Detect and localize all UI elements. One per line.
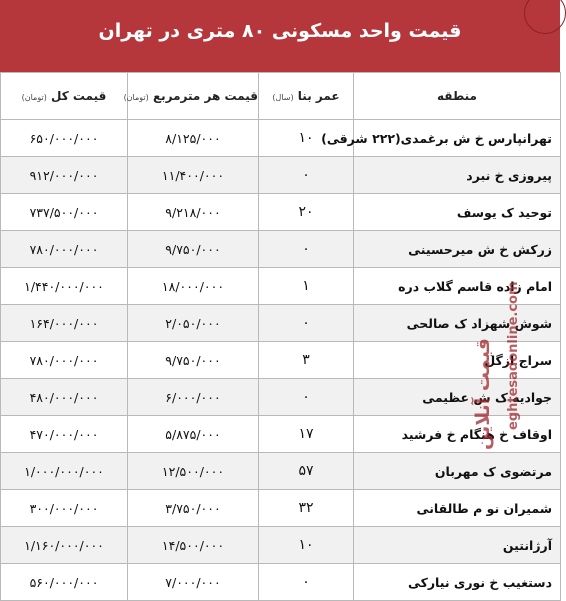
cell-price-per-meter: ۳/۷۵۰/۰۰۰ (128, 490, 259, 527)
table-row (1, 490, 561, 527)
header-total-price-unit: (تومان) (21, 93, 47, 102)
cell-price-per-meter: ۱۱/۴۰۰/۰۰۰ (128, 157, 259, 194)
cell-price-per-meter: ۹/۷۵۰/۰۰۰ (128, 231, 259, 268)
cell-total-price: ۱/۱۶۰/۰۰۰/۰۰۰ (1, 527, 128, 564)
table-row (1, 305, 561, 342)
cell-total-price: ۷۸۰/۰۰۰/۰۰۰ (1, 342, 128, 379)
title-bar (0, 0, 560, 72)
cell-price-per-meter: ۲/۰۵۰/۰۰۰ (128, 305, 259, 342)
cell-price-per-meter: ۶/۰۰۰/۰۰۰ (128, 379, 259, 416)
cell-price-per-meter: ۷/۰۰۰/۰۰۰ (128, 564, 259, 601)
cell-region: پیروزی خ نبرد (354, 157, 561, 194)
cell-age: ۵۷ (259, 453, 354, 490)
cell-price-per-meter: ۹/۷۵۰/۰۰۰ (128, 342, 259, 379)
cell-total-price: ۱۶۴/۰۰۰/۰۰۰ (1, 305, 128, 342)
table-row (1, 194, 561, 231)
table-row (1, 157, 561, 194)
header-price-per-meter: قیمت هر مترمربع (تومان) (128, 73, 259, 120)
cell-price-per-meter: ۱۸/۰۰۰/۰۰۰ (128, 268, 259, 305)
table-row (1, 416, 561, 453)
watermark-text-fa: قیمت آنلاین (472, 338, 494, 450)
table-row (1, 231, 561, 268)
cell-region: توحید ک یوسف (354, 194, 561, 231)
cell-region: دستغیب خ نوری نیارکی (354, 564, 561, 601)
cell-region: مرتضوی ک مهربان (354, 453, 561, 490)
header-total-price: قیمت کل (تومان) (1, 73, 128, 120)
cell-age: ۱ (259, 268, 354, 305)
cell-total-price: ۴۷۰/۰۰۰/۰۰۰ (1, 416, 128, 453)
table-row (1, 379, 561, 416)
table-row (1, 453, 561, 490)
cell-region: شمیران نو م طالقانی (354, 490, 561, 527)
cell-price-per-meter: ۸/۱۲۵/۰۰۰ (128, 120, 259, 157)
cell-total-price: ۱/۰۰۰/۰۰۰/۰۰۰ (1, 453, 128, 490)
header-age-unit: (سال) (272, 93, 294, 102)
price-table (0, 72, 561, 601)
cell-total-price: ۴۸۰/۰۰۰/۰۰۰ (1, 379, 128, 416)
cell-total-price: ۹۱۲/۰۰۰/۰۰۰ (1, 157, 128, 194)
cell-age: ۰ (259, 231, 354, 268)
cell-region: امام زاده قاسم گلاب دره (354, 268, 561, 305)
cell-age: ۰ (259, 379, 354, 416)
table-row (1, 342, 561, 379)
cell-region: آرژانتین (354, 527, 561, 564)
header-price-per-meter-unit: (تومان) (123, 93, 149, 102)
cell-age: ۰ (259, 305, 354, 342)
page-title: قیمت واحد مسکونی ۸۰ متری در تهران (98, 20, 462, 42)
cell-age: ۰ (259, 157, 354, 194)
cell-total-price: ۷۸۰/۰۰۰/۰۰۰ (1, 231, 128, 268)
cell-total-price: ۱/۴۴۰/۰۰۰/۰۰۰ (1, 268, 128, 305)
cell-age: ۳۲ (259, 490, 354, 527)
cell-total-price: ۳۰۰/۰۰۰/۰۰۰ (1, 490, 128, 527)
table-header-row (1, 73, 561, 120)
cell-region: زرکش خ ش میرحسینی (354, 231, 561, 268)
cell-age: ۱۷ (259, 416, 354, 453)
cell-total-price: ۶۵۰/۰۰۰/۰۰۰ (1, 120, 128, 157)
table-row (1, 120, 561, 157)
header-age: عمر بنا (سال) (259, 73, 354, 120)
cell-region: شوش شهزاد ک صالحی (354, 305, 561, 342)
cell-age: ۰ (259, 564, 354, 601)
table-row (1, 564, 561, 601)
cell-price-per-meter: ۱۴/۵۰۰/۰۰۰ (128, 527, 259, 564)
cell-region: اوقاف خ هنگام خ فرشید (354, 416, 561, 453)
cell-region: جوادیه ک ش عظیمی (354, 379, 561, 416)
cell-age: ۳ (259, 342, 354, 379)
table-row (1, 268, 561, 305)
table-row (1, 527, 561, 564)
cell-region: تهرانپارس خ ش برغمدی(۲۲۲ شرقی) (354, 120, 561, 157)
watermark-text-en: eghtesadonline.com (506, 281, 521, 430)
cell-price-per-meter: ۱۲/۵۰۰/۰۰۰ (128, 453, 259, 490)
cell-price-per-meter: ۹/۲۱۸/۰۰۰ (128, 194, 259, 231)
header-region: منطقه (354, 73, 561, 120)
cell-total-price: ۵۶۰/۰۰۰/۰۰۰ (1, 564, 128, 601)
cell-region: سراج ازگل (354, 342, 561, 379)
cell-price-per-meter: ۵/۸۷۵/۰۰۰ (128, 416, 259, 453)
cell-age: ۱۰ (259, 120, 354, 157)
cell-age: ۱۰ (259, 527, 354, 564)
cell-total-price: ۷۳۷/۵۰۰/۰۰۰ (1, 194, 128, 231)
cell-age: ۲۰ (259, 194, 354, 231)
